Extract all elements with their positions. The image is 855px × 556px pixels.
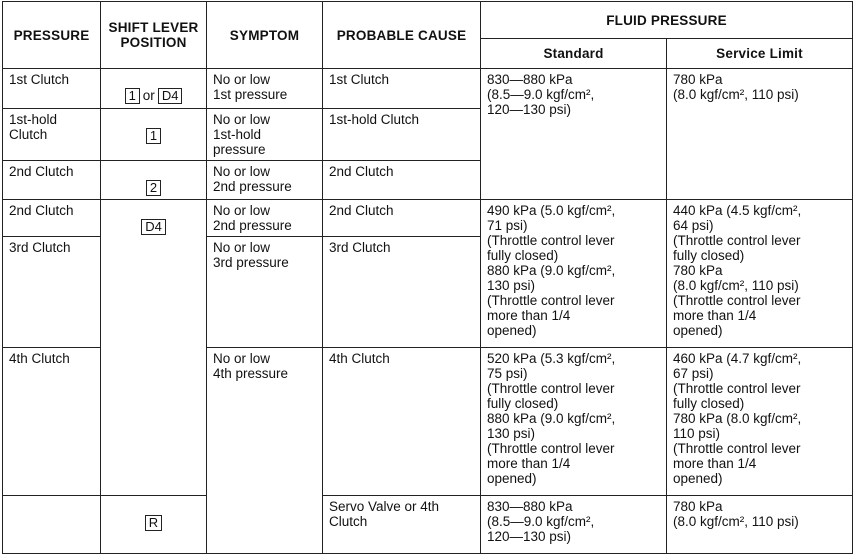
probable-cause-cell: 1st-hold Clutch xyxy=(323,109,481,161)
probable-cause-cell: 2nd Clutch xyxy=(323,200,481,237)
position-badge: D4 xyxy=(141,219,166,235)
position-badge: R xyxy=(145,515,162,531)
probable-cause-cell: 3rd Clutch xyxy=(323,237,481,348)
shift-position-cell xyxy=(101,69,207,109)
symptom-cell: No or low 1st pressure xyxy=(207,69,323,109)
table-row xyxy=(3,496,853,554)
standard-pressure-cell: 520 kPa (5.3 kgf/cm², 75 psi) (Throttle control lever fully closed) 880 kPa (9.0 kgf/cm², 130 psi) (Throttle control lever more than 1/4 opened) xyxy=(481,348,667,496)
header-fluid-pressure: FLUID PRESSURE xyxy=(481,2,853,39)
header-service-limit: Service Limit xyxy=(667,39,853,69)
position-badge: 2 xyxy=(146,180,161,196)
probable-cause-cell: 4th Clutch xyxy=(323,348,481,496)
pressure-cell: 4th Clutch xyxy=(3,348,101,496)
pressure-cell: 2nd Clutch xyxy=(3,161,101,200)
header-probable-cause: PROBABLE CAUSE xyxy=(323,2,481,69)
shift-position-cell xyxy=(101,109,207,161)
service-limit-cell: 460 kPa (4.7 kgf/cm², 67 psi) (Throttle control lever fully closed) 780 kPa (8.0 kgf/cm², 110 psi) (Throttle control lever more than 1/4 opened) xyxy=(667,348,853,496)
position-badge: D4 xyxy=(158,88,183,104)
service-limit-cell: 780 kPa (8.0 kgf/cm², 110 psi) xyxy=(667,496,853,554)
position-badge: 1 xyxy=(125,88,140,104)
symptom-cell: No or low 2nd pressure xyxy=(207,161,323,200)
pressure-cell: 1st-hold Clutch xyxy=(3,109,101,161)
fluid-pressure-spec-table xyxy=(2,1,853,554)
symptom-cell: No or low 4th pressure xyxy=(207,348,323,554)
shift-position-cell xyxy=(101,161,207,200)
standard-pressure-cell: 830—880 kPa (8.5—9.0 kgf/cm², 120—130 psi) xyxy=(481,69,667,200)
header-standard: Standard xyxy=(481,39,667,69)
symptom-cell: No or low 3rd pressure xyxy=(207,237,323,348)
probable-cause-cell: 2nd Clutch xyxy=(323,161,481,200)
shift-position-cell xyxy=(101,496,207,554)
position-or-text: or xyxy=(142,88,155,103)
table-row xyxy=(3,200,853,237)
probable-cause-cell: 1st Clutch xyxy=(323,69,481,109)
header-pressure: PRESSURE xyxy=(3,2,101,69)
shift-position-cell xyxy=(101,200,207,496)
table-row xyxy=(3,69,853,109)
header-shift-lever-position: SHIFT LEVER POSITION xyxy=(101,2,207,69)
service-limit-cell: 440 kPa (4.5 kgf/cm², 64 psi) (Throttle control lever fully closed) 780 kPa (8.0 kgf/cm², 110 psi) (Throttle control lever more than 1/4 opened) xyxy=(667,200,853,348)
pressure-cell: 3rd Clutch xyxy=(3,237,101,348)
symptom-cell: No or low 2nd pressure xyxy=(207,200,323,237)
service-limit-cell: 780 kPa (8.0 kgf/cm², 110 psi) xyxy=(667,69,853,200)
pressure-cell xyxy=(3,496,101,554)
standard-pressure-cell: 830—880 kPa (8.5—9.0 kgf/cm², 120—130 psi) xyxy=(481,496,667,554)
pressure-cell: 1st Clutch xyxy=(3,69,101,109)
probable-cause-cell: Servo Valve or 4th Clutch xyxy=(323,496,481,554)
position-badge: 1 xyxy=(146,128,161,144)
pressure-cell: 2nd Clutch xyxy=(3,200,101,237)
header-symptom: SYMPTOM xyxy=(207,2,323,69)
standard-pressure-cell: 490 kPa (5.0 kgf/cm², 71 psi) (Throttle control lever fully closed) 880 kPa (9.0 kgf/cm², 130 psi) (Throttle control lever more than 1/4 opened) xyxy=(481,200,667,348)
symptom-cell: No or low 1st-hold pressure xyxy=(207,109,323,161)
